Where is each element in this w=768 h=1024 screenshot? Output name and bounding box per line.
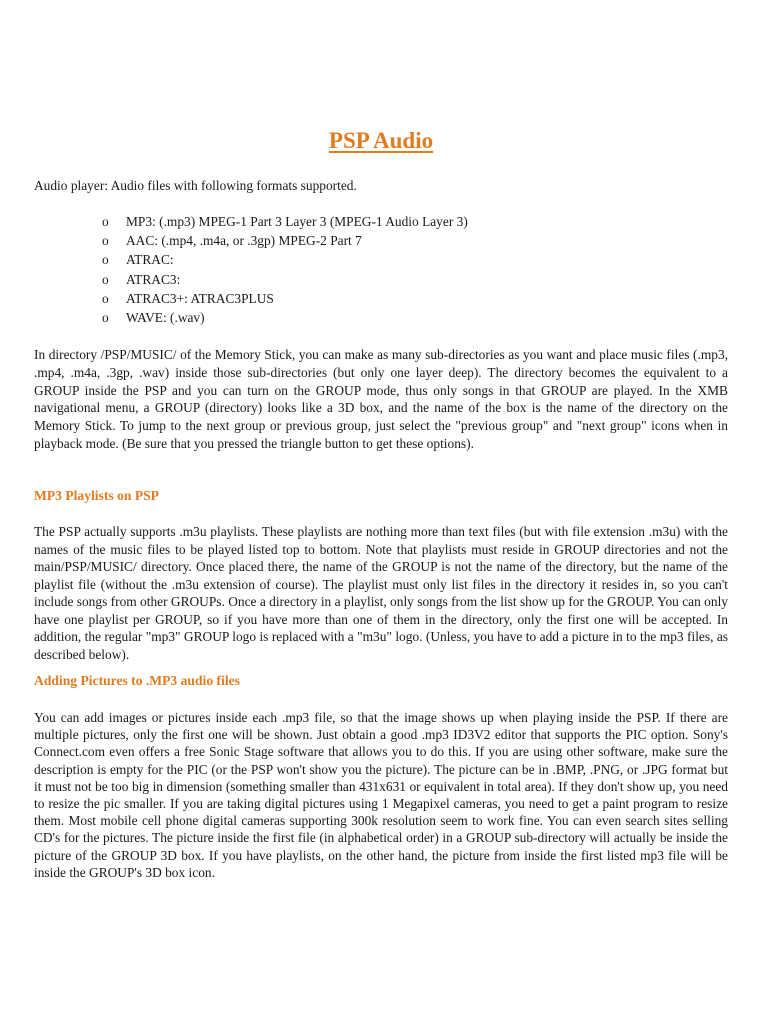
- list-item: o ATRAC3+: ATRAC3PLUS: [102, 289, 468, 308]
- list-item: o ATRAC:: [102, 250, 468, 269]
- pictures-heading: Adding Pictures to .MP3 audio files: [34, 673, 240, 688]
- bullet-icon: o: [102, 252, 109, 268]
- format-list: [102, 212, 468, 327]
- list-item: o AAC: (.mp4, .m4a, or .3gp) MPEG-2 Part 7: [102, 231, 468, 250]
- memory-stick-paragraph: In directory /PSP/MUSIC/ of the Memory Stick, you can make as many sub-directories as you want and place music files (.mp3, .mp4, .m4a, .3gp, .wav) inside those sub-directories (but only one layer deep). The directory becomes the equivalent to a GROUP inside the PSP and you can turn on the GROUP mode, thus only songs in that GROUP are played. In the XMB navigational menu, a GROUP (directory) looks like a 3D box, and the name of the box is the name of the directory on the Memory Stick. To jump to the next group or previous group, just select the "previous group" and "next group" icons when in playback mode. (Be sure that you pressed the triangle button to get these options).: [34, 347, 728, 451]
- bullet-icon: o: [102, 233, 109, 249]
- bullet-icon: o: [102, 310, 109, 326]
- list-item: o WAVE: (.wav): [102, 308, 468, 327]
- bullet-icon: o: [102, 214, 109, 229]
- playlists-paragraph: The PSP actually supports .m3u playlists. These playlists are nothing more than text files (but with file extension .m3u) with the names of the music files to be played listed top to bottom. Note that playlists must reside in GROUP directories and not the main/PSP/MUSIC/ directory. Once placed there, the name of the GROUP is not the name of the directory, but the name of the playlist file (without the .m3u extension of course). The playlist must only list files in the directory it resides in, so you can't include songs from other GROUPs. Once a directory in a playlist, only songs from the list show up for the GROUP. You can only have one playlist per GROUP, so if you have more than one of them in the directory, only the first one will be accepted. In addition, the regular "mp3" GROUP logo is replaced with a "m3u" logo. (Unless, you have to add a picture in to the mp3 files, as described below).: [34, 524, 728, 662]
- bullet-icon: o: [102, 271, 109, 287]
- pictures-paragraph: You can add images or pictures inside each .mp3 file, so that the image shows up when playing inside the PSP. If there are multiple pictures, only the first one will be shown. Just obtain a good .mp3 ID3V2 editor that supports the PIC option. Sony's Connect.com even offers a free Sonic Stage software that allows you to do this. If you are using other software, make sure the description is empty for the PIC (or the PSP won't show you the picture). The picture can be in .BMP, .PNG, or .JPG format but it must not be too big in dimension (something smaller than 431x631 or equivalent in total area). If they don't show up, you need to resize the pic smaller. If you are taking digital pictures using 1 Megapixel cameras, you need to get a paint program to resize them. Most mobile cell phone digital cameras supporting 300k resolution seem to work fine. You can even search sites selling CD's for the pictures. The picture inside the first file (in alphabetical order) in a GROUP sub-directory will actually be inside the picture of the GROUP 3D box. If you have playlists, on the other hand, the picture from inside the first listed mp3 file will be inside the GROUP's 3D box icon.: [34, 710, 728, 880]
- list-item: o MP3: (.mp3) MPEG-1 Part 3 Layer 3 (MPEG-1 Audio Layer 3): [102, 212, 468, 231]
- page-title: PSP Audio: [328, 128, 434, 153]
- playlists-heading: MP3 Playlists on PSP: [34, 488, 159, 503]
- intro-text: Audio player: Audio files with following formats supported.: [34, 178, 357, 193]
- list-item: o ATRAC3:: [102, 270, 468, 289]
- bullet-icon: o: [102, 290, 109, 306]
